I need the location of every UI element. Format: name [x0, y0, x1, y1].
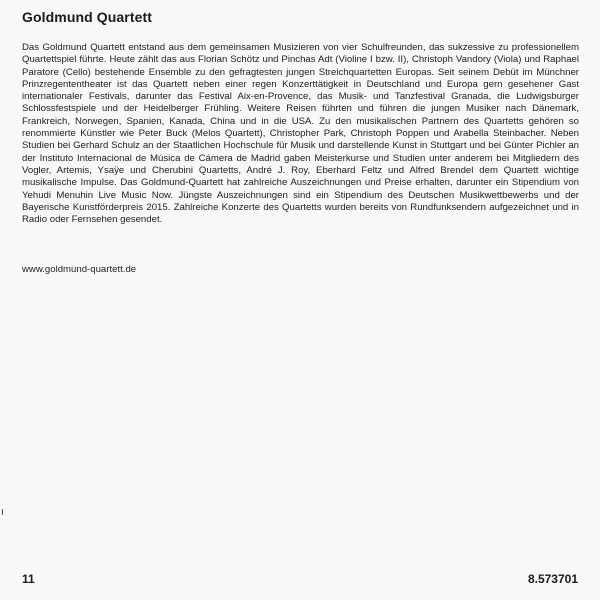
page-number: 11	[22, 572, 35, 586]
website-url: www.goldmund-quartett.de	[22, 264, 137, 275]
biography-paragraph: Das Goldmund Quartett entstand aus dem gemeinsamen Musizieren von vier Schulfreunden, das sukzessive zu professionellem Quartettspiel führte. Heute zählt das aus Florian Schötz und Pinchas Adt (Violine I bzw. II), Christoph Vandory (Viola) und Raphael Paratore (Cello) bestehende Ensemble zu den gefragtesten jungen Streichquartetten Europas. Seit seinem Debüt im Münchner Prinzregententheater ist das Quartett neben einer regen Konzerttätigkeit in Deutschland und Europa gern gesehener Gast internationaler Festivals, darunter das Festival Aix-en-Provence, das Musik- und Tanzfestival Granada, die Ludwigsburger Schlossfestspiele und der Heidelberger Frühling. Weitere Reisen führten und führen die jungen Musiker nach Dänemark, Frankreich, Norwegen, Spanien, Kanada, China und in die USA. Zu den musikalischen Partnern des Quartetts gehören so renommierte Künstler wie Peter Buck (Melos Quartett), Christopher Park, Christoph Poppen und Arabella Steinbacher. Neben Studien bei Gerhard Schulz an der Staatlichen Hochschule für Musik und darstellende Kunst in Stuttgart und bei Günter Pichler an der Instituto Internacional de Música de Cámera de Madrid gaben Meisterkurse und Studien unter anderem bei Mitgliedern des Vogler, Artemis, Ysaÿe und Cherubini Quartetts, André J. Roy, Eberhard Feltz und Alfred Brendel dem Quartett wichtige musikalische Impulse. Das Goldmund-Quartett hat zahlreiche Auszeichnungen und Preise erhalten, darunter ein Stipendium von Yehudi Menuhin Live Music Now. Jüngste Auszeichnungen sind ein Stipendium des Deutschen Musikwettbewerbs und der Bayerische Kunstförderpreis 2015. Zahlreiche Konzerte des Quartetts wurden bereits von Rundfunksendern aufgezeichnet und in Radio oder Fernsehen gesendet.	[22, 42, 579, 226]
margin-mark	[2, 509, 3, 515]
page-title: Goldmund Quartett	[22, 9, 153, 25]
catalog-number: 8.573701	[527, 572, 578, 586]
